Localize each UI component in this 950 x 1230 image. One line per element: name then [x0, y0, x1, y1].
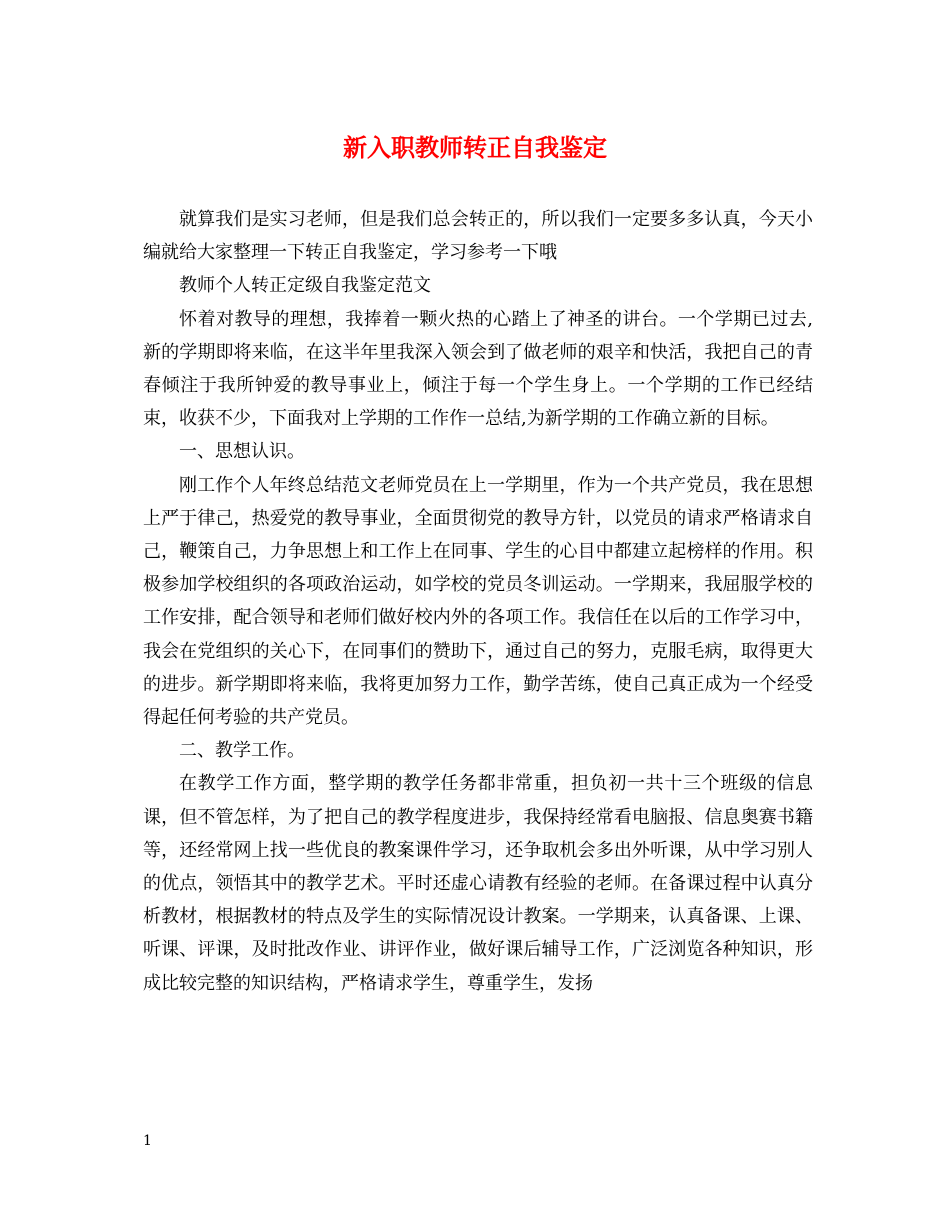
page-number: 1 — [143, 1133, 152, 1149]
paragraph-thought: 刚工作个人年终总结范文老师党员在上一学期里，作为一个共产党员，我在思想上严于律己，热爱党的教导事业，全面贯彻党的教导方针，以党员的请求严格请求自己，鞭策自己，力争思想上和工作上在同事、学生的心目中都建立起榜样的作用。积极参加学校组织的各项政治运动，如学校的党员冬训运动。一学期来，我屈服学校的工作安排，配合领导和老师们做好校内外的各项工作。我信任在以后的工作学习中，我会在党组织的关心下，在同事们的赞助下，通过自己的努力，克服毛病，取得更大的进步。新学期即将来临，我将更加努力工作，勤学苦练，使自己真正成为一个经受得起任何考验的共产党员。 — [143, 474, 813, 729]
paragraph-intro: 就算我们是实习老师，但是我们总会转正的，所以我们一定要多多认真，今天小编就给大家整理一下转正自我鉴定，学习参考一下哦 — [143, 209, 813, 264]
section-heading-thought: 一、思想认识。 — [179, 441, 305, 463]
paragraph-teaching: 在教学工作方面，整学期的教学任务都非常重，担负初一共十三个班级的信息课，但不管怎样，为了把自己的教学程度进步，我保持经常看电脑报、信息奥赛书籍等，还经常网上找一些优良的教案课件学习，还争取机会多出外听课，从中学习别人的优点，领悟其中的教学艺术。平时还虚心请教有经验的老师。在备课过程中认真分析教材，根据教材的特点及学生的实际情况设计教案。一学期来，认真备课、上课、听课、评课，及时批改作业、讲评作业，做好课后辅导工作，广泛浏览各种知识，形成比较完整的知识结构，严格请求学生，尊重学生，发扬 — [143, 773, 813, 994]
paragraph-opening: 怀着对教导的理想，我捧着一颗火热的心踏上了神圣的讲台。一个学期已过去,新的学期即将来临，在这半年里我深入领会到了做老师的艰辛和快活，我把自己的青春倾注于我所钟爱的教导事业上，倾注于每一个学生身上。一个学期的工作已经结束，收获不少，下面我对上学期的工作作一总结,为新学期的工作确立新的目标。 — [143, 308, 813, 430]
document-title: 新入职教师转正自我鉴定 — [343, 133, 607, 162]
paragraph-subtitle: 教师个人转正定级自我鉴定范文 — [179, 275, 431, 297]
document-body — [143, 203, 813, 1000]
section-heading-teaching: 二、教学工作。 — [179, 740, 305, 762]
